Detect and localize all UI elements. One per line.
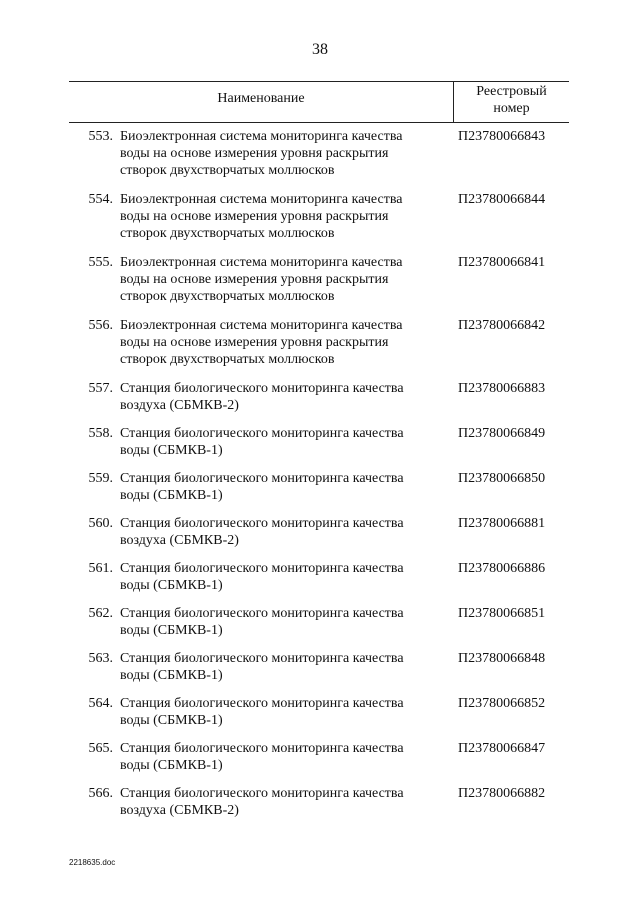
row-number: 559. [88,471,113,486]
registry-number: П23780066849 [458,426,546,441]
item-name-line: воды на основе измерения уровня раскрытия [120,272,389,287]
item-name-line: воды (СБМКВ-1) [120,578,223,593]
registry-number: П23780066842 [458,318,546,333]
item-name [120,560,438,594]
item-name-line: воды на основе измерения уровня раскрытия [120,209,389,224]
item-name-line: Станция биологического мониторинга качества [120,471,404,486]
row-number: 565. [88,741,113,756]
item-name [120,785,438,819]
table-row [69,695,569,740]
table-header [69,81,569,123]
item-name-line: створок двухстворчатых моллюсков [120,226,335,241]
item-name-line: воздуха (СБМКВ-2) [120,533,239,548]
row-number: 563. [88,651,113,666]
row-number: 557. [88,381,113,396]
item-name-line: створок двухстворчатых моллюсков [120,289,335,304]
registry-number: П23780066881 [458,516,546,531]
item-name-line: воды (СБМКВ-1) [120,623,223,638]
table-row [69,191,569,254]
registry-header-line2: номер [493,101,530,116]
table-row [69,515,569,560]
item-name-line: Станция биологического мониторинга качества [120,381,404,396]
item-name-line: воды (СБМКВ-1) [120,443,223,458]
item-name-line: воды (СБМКВ-1) [120,758,223,773]
registry-number: П23780066882 [458,786,546,801]
table-row [69,254,569,317]
item-name-line: створок двухстворчатых моллюсков [120,352,335,367]
table-row [69,128,569,191]
registry-number: П23780066850 [458,471,546,486]
document-filename: 2218635.doc [69,858,116,867]
row-number: 566. [88,786,113,801]
column-header-name: Наименование [217,91,305,106]
item-name-line: воздуха (СБМКВ-2) [120,803,239,818]
row-number: 555. [88,255,113,270]
item-name-line: Станция биологического мониторинга качества [120,696,404,711]
registry-number: П23780066847 [458,741,546,756]
item-name [120,254,438,305]
item-name-line: воды (СБМКВ-1) [120,488,223,503]
item-name [120,740,438,774]
item-name [120,605,438,639]
item-name-line: створок двухстворчатых моллюсков [120,163,335,178]
item-name-line: Станция биологического мониторинга качества [120,606,404,621]
registry-header-line1: Реестровый [476,84,547,99]
item-name-line: Биоэлектронная система мониторинга качества [120,192,403,207]
item-name [120,128,438,179]
row-number: 560. [88,516,113,531]
item-name-line: Биоэлектронная система мониторинга качества [120,129,403,144]
registry-number: П23780066851 [458,606,546,621]
item-name [120,650,438,684]
table-row [69,785,569,830]
registry-number: П23780066841 [458,255,546,270]
row-number: 554. [88,192,113,207]
item-name [120,470,438,504]
row-number: 561. [88,561,113,576]
item-name-line: Станция биологического мониторинга качества [120,741,404,756]
registry-number: П23780066843 [458,129,546,144]
row-number: 558. [88,426,113,441]
table-body [69,128,569,830]
table-row [69,650,569,695]
registry-number: П23780066844 [458,192,546,207]
row-number: 562. [88,606,113,621]
table-row [69,470,569,515]
table-row [69,605,569,650]
item-name [120,695,438,729]
item-name-line: воды (СБМКВ-1) [120,713,223,728]
registry-number: П23780066848 [458,651,546,666]
column-header-registry [454,83,569,117]
item-name [120,380,438,414]
page-number: 38 [312,41,328,58]
row-number: 556. [88,318,113,333]
item-name-line: воздуха (СБМКВ-2) [120,398,239,413]
item-name-line: Станция биологического мониторинга качества [120,426,404,441]
table-row [69,380,569,425]
table-row [69,317,569,380]
item-name-line: воды на основе измерения уровня раскрытия [120,146,389,161]
item-name-line: Станция биологического мониторинга качества [120,786,404,801]
table-row [69,425,569,470]
registry-number: П23780066886 [458,561,546,576]
item-name-line: Станция биологического мониторинга качества [120,516,404,531]
item-name-line: воды на основе измерения уровня раскрытия [120,335,389,350]
item-name-line: воды (СБМКВ-1) [120,668,223,683]
registry-number: П23780066883 [458,381,546,396]
table-row [69,740,569,785]
item-name [120,515,438,549]
item-name [120,317,438,368]
item-name-line: Биоэлектронная система мониторинга качества [120,255,403,270]
item-name-line: Биоэлектронная система мониторинга качества [120,318,403,333]
item-name [120,191,438,242]
row-number: 553. [88,129,113,144]
item-name [120,425,438,459]
item-name-line: Станция биологического мониторинга качества [120,561,404,576]
registry-number: П23780066852 [458,696,546,711]
row-number: 564. [88,696,113,711]
item-name-line: Станция биологического мониторинга качества [120,651,404,666]
table-row [69,560,569,605]
